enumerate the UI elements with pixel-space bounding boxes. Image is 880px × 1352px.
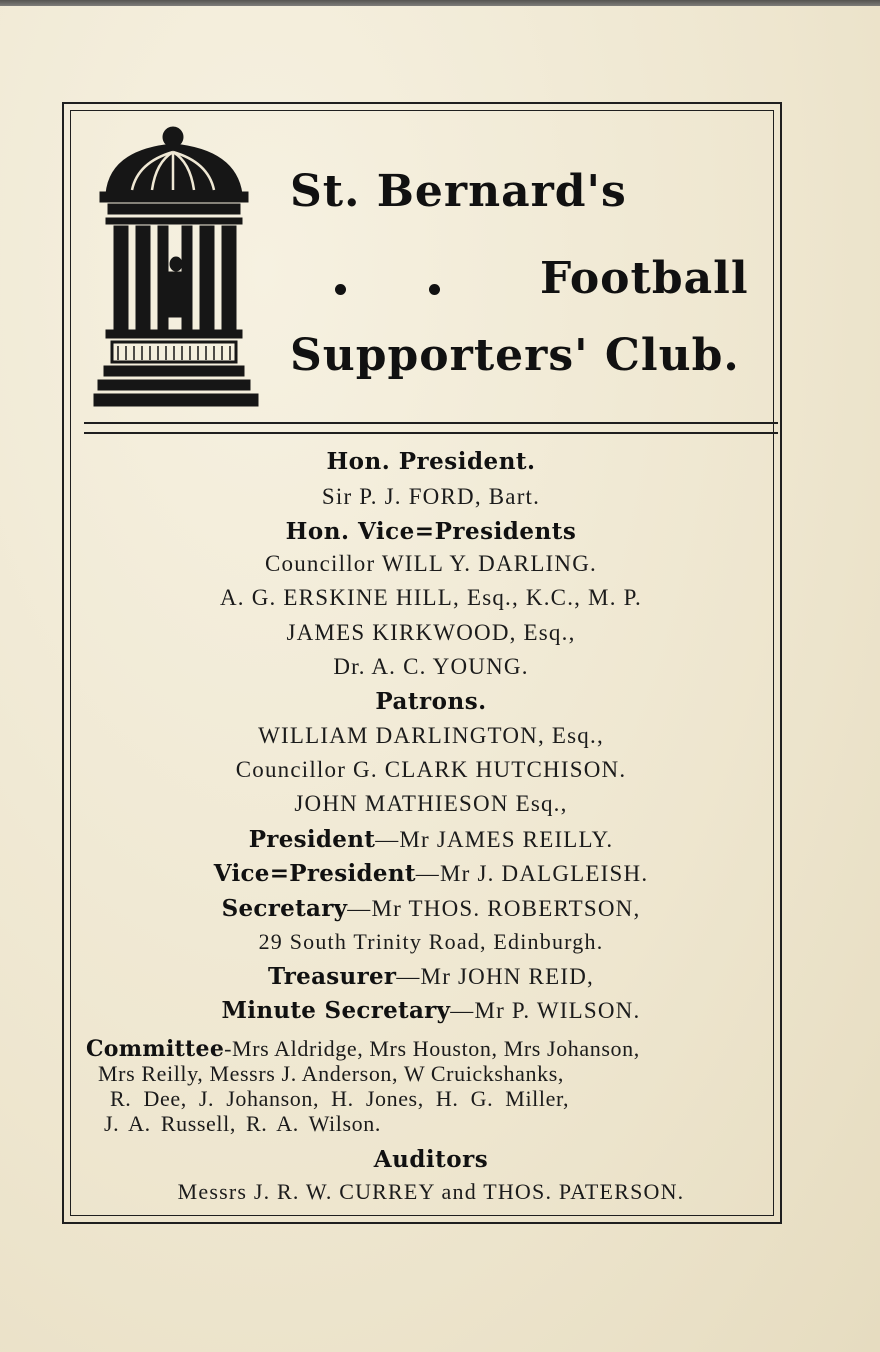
hon-president-heading: Hon. President. — [326, 448, 536, 475]
secretary-label: Secretary — [221, 895, 348, 922]
divider-rule — [84, 422, 778, 424]
committee-line: R. Dee, J. Johanson, H. Jones, H. G. Miller, — [110, 1086, 570, 1111]
patron: Councillor G. CLARK HUTCHISON. — [235, 757, 627, 782]
ornament-dot — [335, 284, 346, 295]
president-row — [84, 826, 778, 853]
treasurer-name: —Mr JOHN REID, — [396, 964, 594, 989]
minute-secretary-row — [84, 997, 778, 1024]
vice-president-label: Vice=President — [213, 860, 416, 887]
monument-icon — [92, 122, 264, 412]
committee-names: -Mrs Aldridge, Mrs Houston, Mrs Johanson, — [224, 1036, 640, 1061]
committee-label: Committee — [86, 1036, 225, 1062]
patron: WILLIAM DARLINGTON, Esq., — [258, 723, 604, 748]
president-label: President — [248, 826, 376, 853]
hon-vice-presidents-heading: Hon. Vice=Presidents — [285, 518, 577, 545]
president-name: —Mr JAMES REILLY. — [375, 827, 614, 852]
committee-line — [84, 1036, 780, 1062]
auditors-heading: Auditors — [373, 1146, 489, 1173]
page-edge-shadow — [0, 0, 880, 6]
treasurer-row — [84, 963, 778, 990]
title-line-1: St. Bernard's — [290, 166, 627, 217]
patrons-heading: Patrons. — [375, 688, 487, 715]
vice-president-name: —Mr J. DALGLEISH. — [415, 861, 649, 886]
ornament-dot — [429, 284, 440, 295]
hon-vice-president: JAMES KIRKWOOD, Esq., — [286, 620, 576, 645]
patron: JOHN MATHIESON Esq., — [294, 791, 568, 816]
treasurer-label: Treasurer — [268, 963, 397, 990]
hon-vice-president: Dr. A. C. YOUNG. — [333, 654, 529, 679]
title-line-3: Supporters' Club. — [290, 330, 740, 381]
committee-line: J. A. Russell, R. A. Wilson. — [104, 1111, 381, 1136]
secretary-address: 29 South Trinity Road, Edinburgh. — [258, 929, 604, 954]
secretary-name: —Mr THOS. ROBERTSON, — [347, 896, 641, 921]
divider-rule — [84, 432, 778, 434]
hon-vice-president: Councillor WILL Y. DARLING. — [264, 551, 597, 576]
minute-secretary-label: Minute Secretary — [221, 997, 451, 1024]
vice-president-row — [84, 860, 778, 887]
committee-line: Mrs Reilly, Messrs J. Anderson, W Cruickshanks, — [98, 1061, 564, 1086]
secretary-row — [84, 895, 778, 922]
hon-president: Sir P. J. FORD, Bart. — [321, 484, 541, 509]
auditors: Messrs J. R. W. CURREY and THOS. PATERSON. — [177, 1179, 685, 1204]
hon-vice-president: A. G. ERSKINE HILL, Esq., K.C., M. P. — [220, 585, 642, 610]
title-line-2: Football — [540, 253, 749, 304]
minute-secretary-name: —Mr P. WILSON. — [450, 998, 641, 1023]
